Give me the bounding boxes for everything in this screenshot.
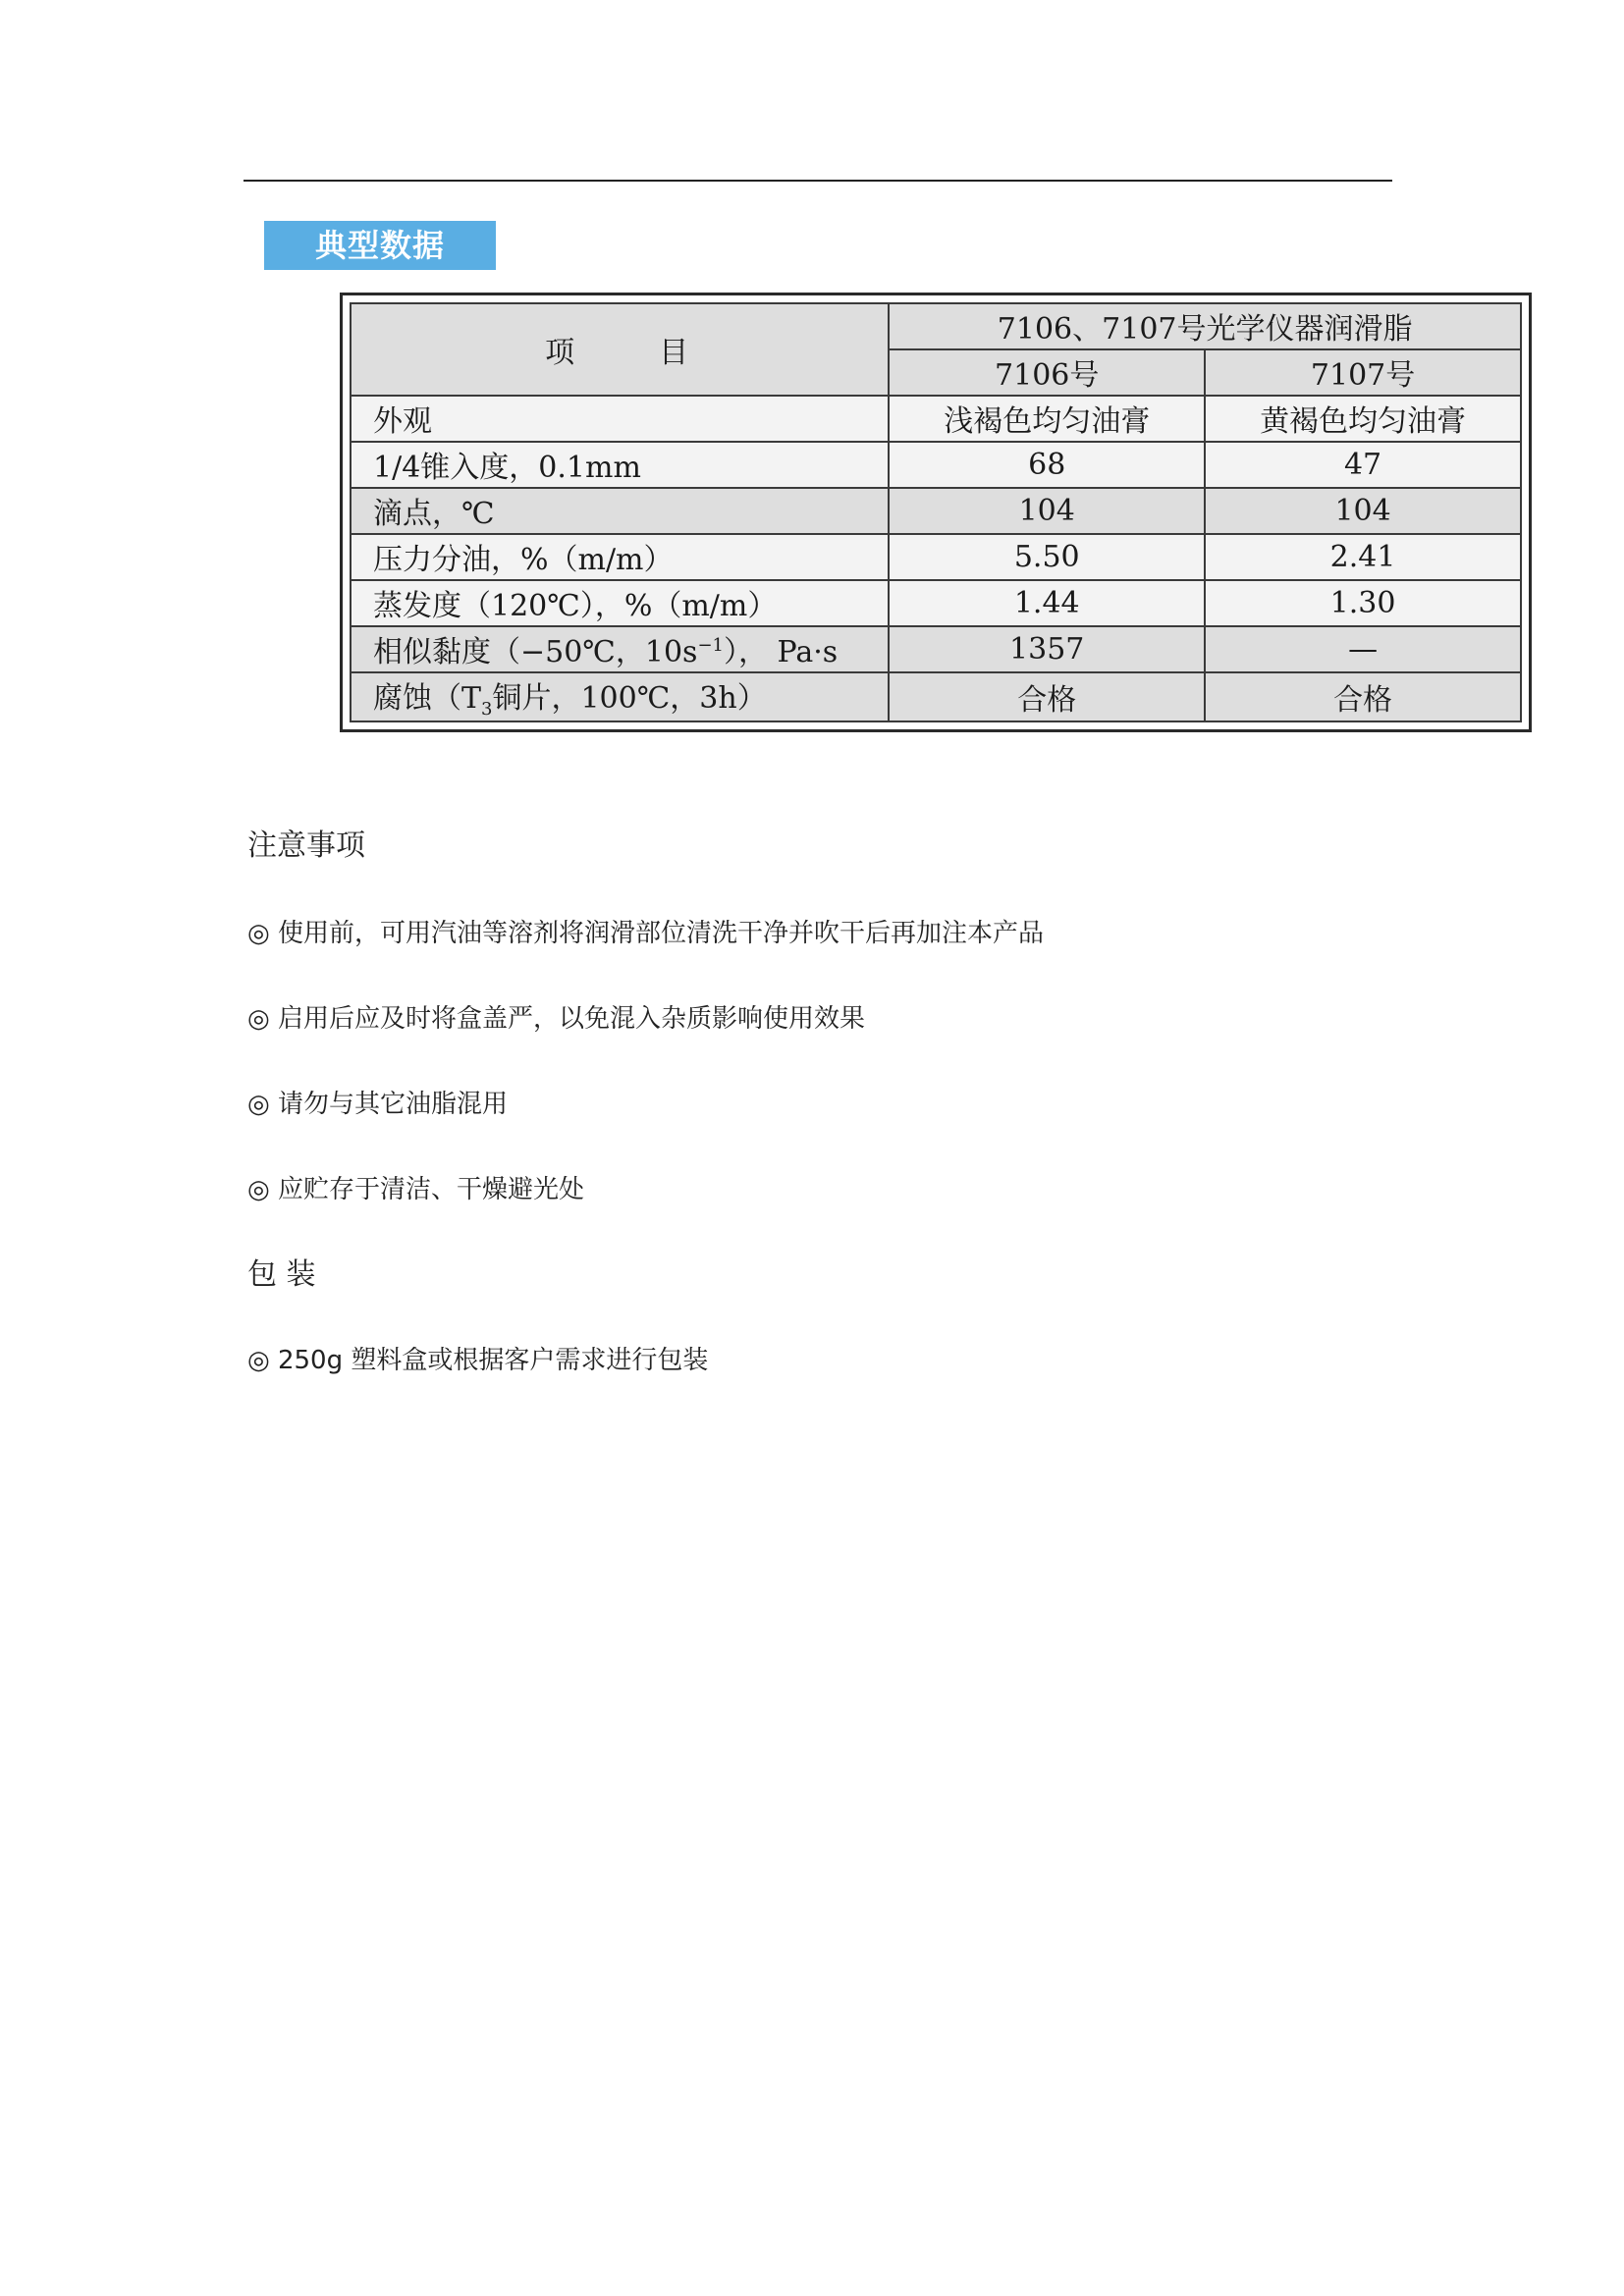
table-row	[351, 488, 1521, 534]
row-value-7106: 合格	[889, 672, 1205, 721]
row-label: 压力分油，%（m/m）	[351, 534, 889, 580]
header-product-group: 7106、7107号光学仪器润滑脂	[889, 303, 1521, 349]
row-value-7106: 浅褐色均匀油膏	[889, 396, 1205, 442]
typical-data-table	[350, 302, 1522, 722]
row-value-7106: 1357	[889, 626, 1205, 672]
top-divider	[244, 180, 1392, 182]
row-value-7107: 1.30	[1205, 580, 1521, 626]
table-row	[351, 396, 1521, 442]
row-value-7107: 黄褐色均匀油膏	[1205, 396, 1521, 442]
table-row	[351, 580, 1521, 626]
row-value-7106: 5.50	[889, 534, 1205, 580]
row-label-superscript: −1	[697, 635, 724, 657]
row-label: 1/4锥入度，0.1mm	[351, 442, 889, 488]
table-row	[351, 534, 1521, 580]
section-title-badge: 典型数据	[264, 221, 496, 270]
row-label-text: 腐蚀（T	[373, 681, 482, 717]
row-label: 外观	[351, 396, 889, 442]
row-label	[351, 626, 889, 672]
row-value-7107: 47	[1205, 442, 1521, 488]
row-value-7106: 104	[889, 488, 1205, 534]
packaging-heading: 包 装	[247, 1257, 316, 1292]
typical-data-table-frame	[340, 293, 1532, 732]
row-label-text: ）， Pa·s	[724, 635, 839, 670]
row-label-text: 铜片，100℃，3h）	[492, 681, 767, 717]
table-row	[351, 672, 1521, 721]
table-header-row	[351, 303, 1521, 349]
row-value-7107: 合格	[1205, 672, 1521, 721]
notes-heading: 注意事项	[247, 828, 365, 863]
row-value-7107: 2.41	[1205, 534, 1521, 580]
row-value-7106: 68	[889, 442, 1205, 488]
row-label: 蒸发度（120℃），%（m/m）	[351, 580, 889, 626]
note-item: ◎ 请勿与其它油脂混用	[247, 1090, 508, 1119]
row-value-7106: 1.44	[889, 580, 1205, 626]
row-label: 滴点，℃	[351, 488, 889, 534]
packaging-item: ◎ 250g 塑料盒或根据客户需求进行包装	[247, 1346, 709, 1375]
row-label-subscript: 3	[481, 699, 493, 721]
header-7106: 7106号	[889, 349, 1205, 396]
note-item: ◎ 使用前，可用汽油等溶剂将润滑部位清洗干净并吹干后再加注本产品	[247, 919, 1044, 948]
row-label-text: 相似黏度（−50℃，10s	[373, 635, 698, 670]
header-7107: 7107号	[1205, 349, 1521, 396]
row-value-7107: —	[1205, 626, 1521, 672]
table-row	[351, 442, 1521, 488]
row-value-7107: 104	[1205, 488, 1521, 534]
header-item: 项 目	[351, 303, 889, 396]
note-item: ◎ 应贮存于清洁、干燥避光处	[247, 1175, 584, 1204]
row-label	[351, 672, 889, 721]
note-item: ◎ 启用后应及时将盒盖严，以免混入杂质影响使用效果	[247, 1004, 865, 1034]
table-row	[351, 626, 1521, 672]
